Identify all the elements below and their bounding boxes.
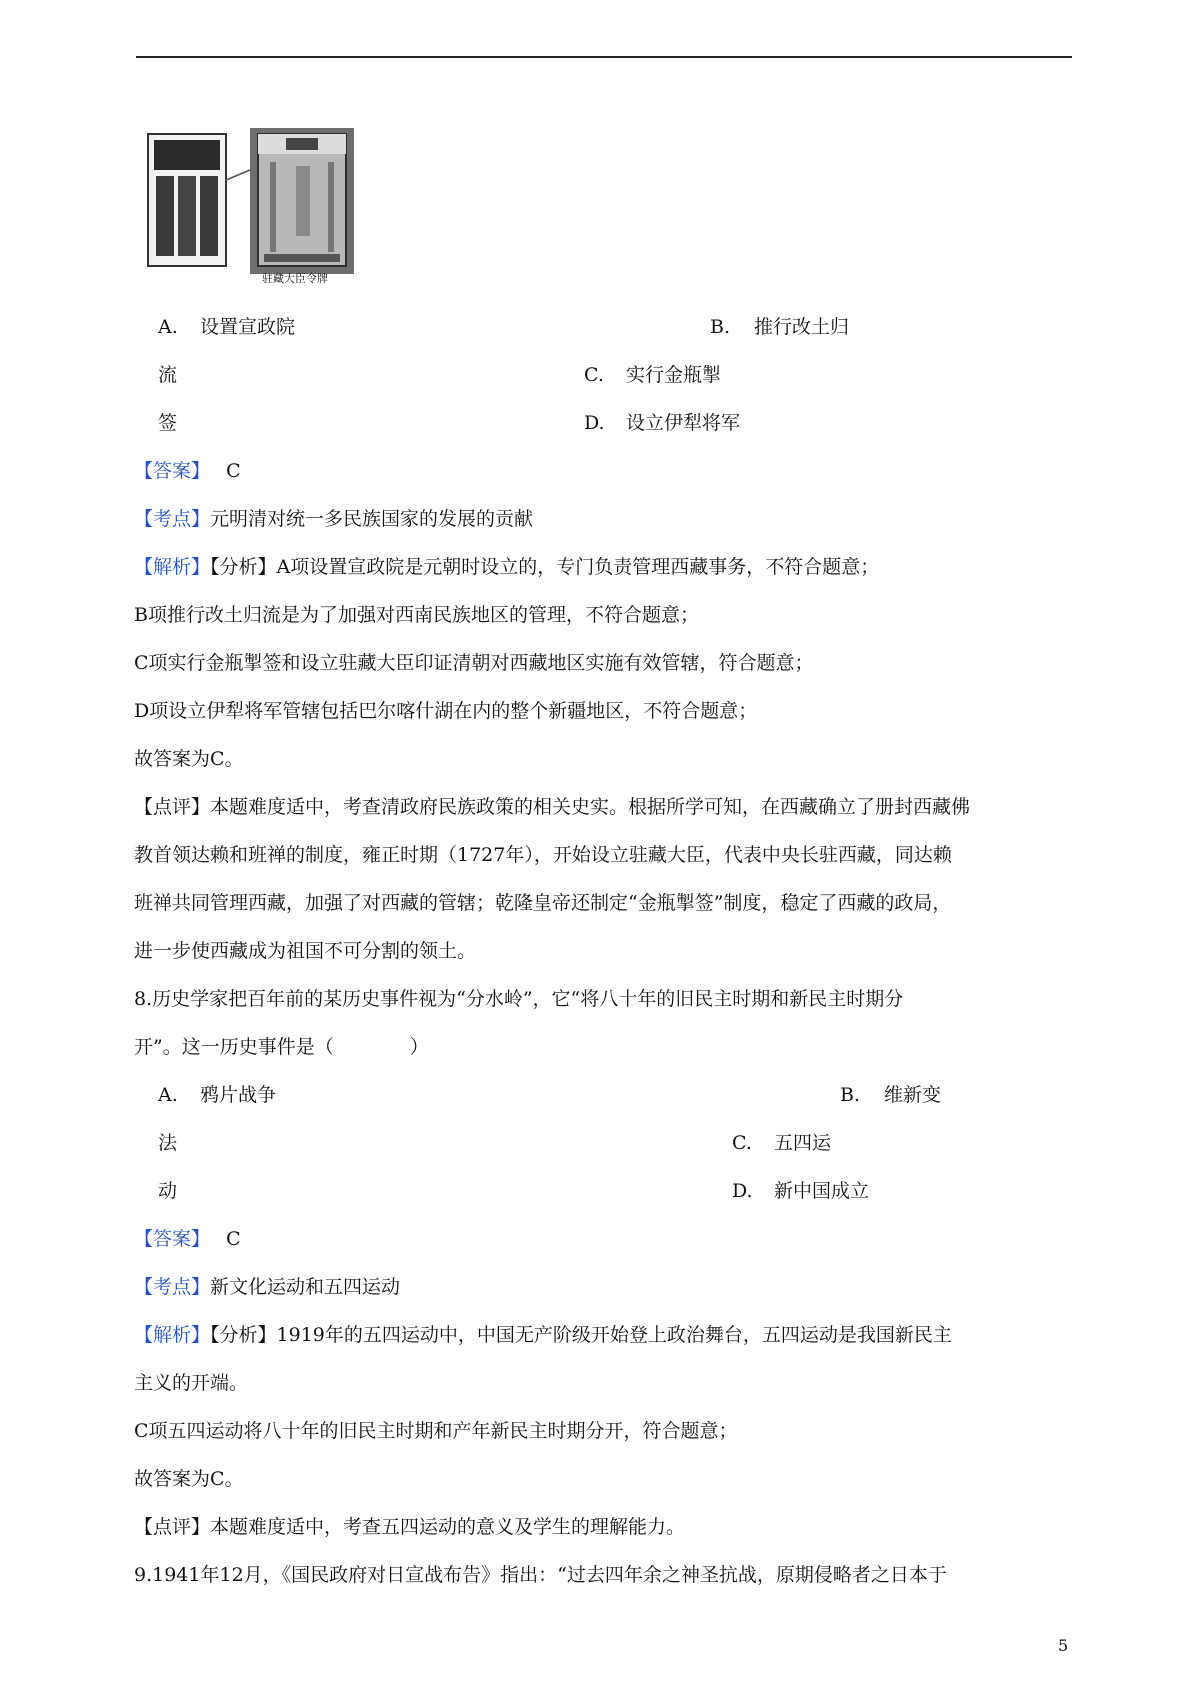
q8-option-a-text: 鸦片战争: [200, 1084, 277, 1106]
q8-comment-line: 【点评】本题难度适中，考查五四运动的意义及学生的理解能力。: [134, 1516, 686, 1538]
point-tag: 【考点】: [134, 508, 211, 530]
answer-tag: 【答案】: [134, 1228, 211, 1250]
q8-option-d-letter: D.: [732, 1180, 753, 1202]
q8-option-b-wrap: 法: [158, 1132, 178, 1154]
q8-stem-line-2: 开”。这一历史事件是（ ）: [134, 1036, 429, 1058]
q8-option-b-text: 维新变: [884, 1084, 942, 1106]
point-text: 元明清对统一多民族国家的发展的贡献: [210, 508, 534, 530]
point-text: 新文化运动和五四运动: [210, 1276, 401, 1298]
point-tag: 【考点】: [134, 1276, 211, 1298]
q7-analysis-line-5: 故答案为C。: [134, 748, 244, 770]
q8-analysis-line-3: C项五四运动将八十年的旧民主时期和产年新民主时期分开，符合题意；: [134, 1420, 738, 1442]
q8-option-b-letter: B.: [840, 1084, 861, 1106]
q7-option-d-letter: D.: [584, 412, 605, 434]
analysis-tag: 【解析】: [134, 556, 211, 578]
analysis-tag: 【解析】: [134, 1324, 211, 1346]
q8-option-d-text: 新中国成立: [774, 1180, 870, 1202]
answer-value: C: [226, 460, 241, 482]
q7-point-line: [134, 506, 533, 532]
q7-answer-line: [134, 458, 241, 484]
q7-comment-line-1: 【点评】本题难度适中，考查清政府民族政策的相关史实。根据所学可知，在西藏确立了册封西藏佛: [134, 796, 971, 818]
seal-and-token-illustration: [146, 126, 358, 294]
q8-option-c-wrap: 动: [158, 1180, 178, 1202]
q7-comment-line-3: 班禅共同管理西藏，加强了对西藏的管辖；乾隆皇帝还制定“金瓶掣签”制度，稳定了西藏的政局，: [134, 892, 952, 914]
page-number: 5: [1058, 1636, 1069, 1655]
q8-analysis-line-4: 故答案为C。: [134, 1468, 244, 1490]
historical-figure-image: [146, 126, 358, 294]
q7-comment-line-4: 进一步使西藏成为祖国不可分割的领土。: [134, 940, 477, 962]
analysis-text: 【分析】A项设置宣政院是元朝时设立的，专门负责管理西藏事务，不符合题意；: [210, 556, 880, 578]
q7-analysis-line-1: [134, 554, 879, 580]
q8-answer-line: [134, 1226, 241, 1252]
q8-stem-line-1: 8.历史学家把百年前的某历史事件视为“分水岭”，它“将八十年的旧民主时期和新民主时期分: [134, 988, 904, 1010]
q7-comment-line-2: 教首领达赖和班禅的制度，雍正时期（1727年），开始设立驻藏大臣，代表中央长驻西藏，同达赖: [134, 844, 952, 866]
answer-tag: 【答案】: [134, 460, 211, 482]
q7-option-c-letter: C.: [584, 364, 604, 386]
q7-analysis-line-4: D项设立伊犁将军管辖包括巴尔喀什湖在内的整个新疆地区，不符合题意；: [134, 700, 758, 722]
q8-option-a-letter: A.: [158, 1084, 178, 1106]
q7-option-c-text: 实行金瓶掣: [626, 364, 722, 386]
q7-analysis-line-2: B项推行改土归流是为了加强对西南民族地区的管理，不符合题意；: [134, 604, 699, 626]
q8-option-c-text: 五四运: [774, 1132, 832, 1154]
header-rule: [136, 56, 1072, 58]
q7-option-a-letter: A.: [158, 316, 178, 338]
q7-option-a-text: 设置宣政院: [200, 316, 296, 338]
q8-analysis-line-1: [134, 1322, 952, 1348]
q7-analysis-line-3: C项实行金瓶掣签和设立驻藏大臣印证清朝对西藏地区实施有效管辖，符合题意；: [134, 652, 814, 674]
q8-point-line: [134, 1274, 400, 1300]
q7-option-b-letter: B.: [710, 316, 731, 338]
q7-option-b-wrap: 流: [158, 364, 178, 386]
figure-caption: 驻藏大臣令牌: [262, 272, 328, 285]
q7-option-d-text: 设立伊犁将军: [626, 412, 741, 434]
answer-value: C: [226, 1228, 241, 1250]
q7-option-b-text: 推行改土归: [754, 316, 850, 338]
q8-analysis-line-2: 主义的开端。: [134, 1372, 249, 1394]
q7-option-c-wrap: 签: [158, 412, 178, 434]
analysis-text: 【分析】1919年的五四运动中，中国无产阶级开始登上政治舞台，五四运动是我国新民主: [210, 1324, 952, 1346]
q8-option-c-letter: C.: [732, 1132, 752, 1154]
q9-stem-line: 9.1941年12月，《国民政府对日宣战布告》指出：“过去四年余之神圣抗战，原期侵略者之日本于: [134, 1564, 947, 1586]
